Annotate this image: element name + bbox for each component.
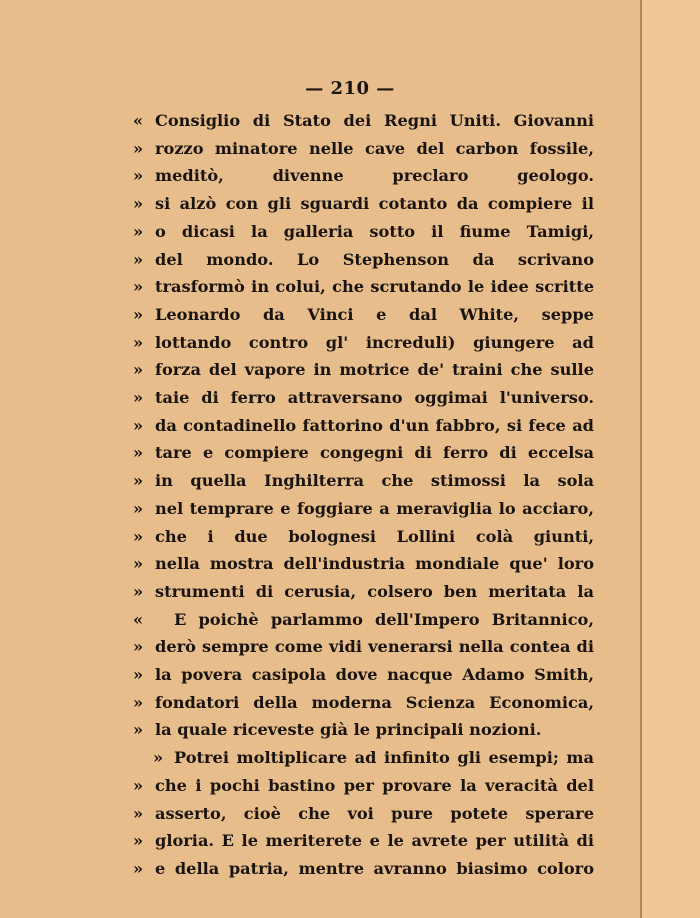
text-line [0,827,700,854]
text-line [0,301,700,328]
line-text: nel temprare e foggiare a meraviglia lo acciaro, [155,498,594,518]
line-text: o dicasi la galleria sotto il fiume Tamigi, [155,221,594,241]
text-line [0,800,700,827]
quote-mark: » [132,637,144,657]
quote-mark: » [132,665,144,684]
line-text: del mondo. Lo Stephenson da scrivano [155,249,594,269]
text-line [0,716,700,743]
quote-mark: » [132,443,144,463]
text-line [0,412,700,439]
text-line [0,384,700,411]
quote-mark: » [132,221,144,241]
text-line [0,578,700,605]
quote-mark: » [132,415,144,435]
text-line [0,273,700,300]
text-line [0,772,700,799]
quote-mark: » [132,803,144,823]
quote-mark: » [132,498,144,518]
quote-mark: » [132,304,144,324]
quote-mark: » [152,748,164,768]
line-text: Consiglio di Stato dei Regni Uniti. Giovanni [155,111,594,130]
text-line [0,190,700,217]
text-line [0,162,700,189]
text-line [0,855,700,882]
text-line [0,356,700,383]
quote-mark: » [132,332,144,352]
line-text: che i due bolognesi Lollini colà giunti, [155,526,594,546]
line-text: forza del vapore in motrice de' traini che sulle [155,360,594,380]
text-line [0,606,700,633]
quote-mark: » [132,360,144,380]
text-line [0,329,700,356]
line-text: da contadinello fattorino d'un fabbro, si fece ad [155,415,594,435]
text-line [0,107,700,134]
text-line [0,495,700,522]
text-line [0,467,700,494]
line-text: la quale riceveste già le principali nozioni. [155,720,542,740]
quote-mark: » [132,554,144,574]
text-line [0,439,700,466]
quote-mark: » [132,277,144,297]
quote-mark: » [132,775,144,795]
line-text: Potrei moltiplicare ad infinito gli esempi; ma [174,748,594,768]
text-line [0,218,700,245]
text-line [0,550,700,577]
line-text: la povera casipola dove nacque Adamo Smith, [155,665,594,684]
quote-mark: » [132,692,144,712]
line-text: rozzo minatore nelle cave del carbon fossile, [155,138,594,158]
text-line [0,744,700,771]
line-text: nella mostra dell'industria mondiale que' loro [155,554,594,574]
quote-mark: » [132,471,144,491]
quote-mark: » [132,166,144,186]
quote-mark: » [132,249,144,269]
text-line [0,633,700,660]
text-line [0,246,700,273]
text-line [0,661,700,688]
line-text: gloria. E le meriterete e le avrete per utilità di [155,831,594,851]
quote-mark: » [132,581,144,601]
line-text: tare e compiere congegni di ferro di eccelsa [155,443,594,463]
quote-mark: « [132,111,144,130]
quote-mark: » [132,388,144,407]
line-text: Leonardo da Vinci e dal White, seppe [155,304,594,324]
line-text: lottando contro gl' increduli) giungere ad [155,332,594,352]
line-text: E poichè parlammo dell'Impero Britannico, [174,609,594,629]
quote-mark: » [132,858,144,878]
quote-mark: » [132,194,144,214]
quote-mark: » [132,720,144,740]
line-text: taie di ferro attraversano oggimai l'universo. [155,388,594,407]
line-text: fondatori della moderna Scienza Economica, [155,692,594,712]
line-text: in quella Inghilterra che stimossi la sola [155,471,594,491]
line-text: strumenti di cerusia, colsero ben meritata la [155,581,594,601]
quote-mark: » [132,138,144,158]
line-text: meditò, divenne preclaro geologo. [155,166,594,186]
text-line [0,135,700,162]
quote-mark: » [132,831,144,851]
line-text: che i pochi bastino per provare la veracità del [155,775,594,795]
quote-mark: » [132,526,144,546]
line-text: derò sempre come vidi venerarsi nella contea di [155,637,594,657]
line-text: trasformò in colui, che scrutando le idee scritte [155,277,594,297]
line-text: si alzò con gli sguardi cotanto da compiere il [155,194,594,214]
text-line [0,523,700,550]
quote-mark: « [132,609,144,629]
text-line [0,689,700,716]
line-text: asserto, cioè che voi pure potete sperare [155,803,594,823]
line-text: e della patria, mentre avranno biasimo coloro [155,858,594,878]
page-number: — 210 — [305,78,395,99]
